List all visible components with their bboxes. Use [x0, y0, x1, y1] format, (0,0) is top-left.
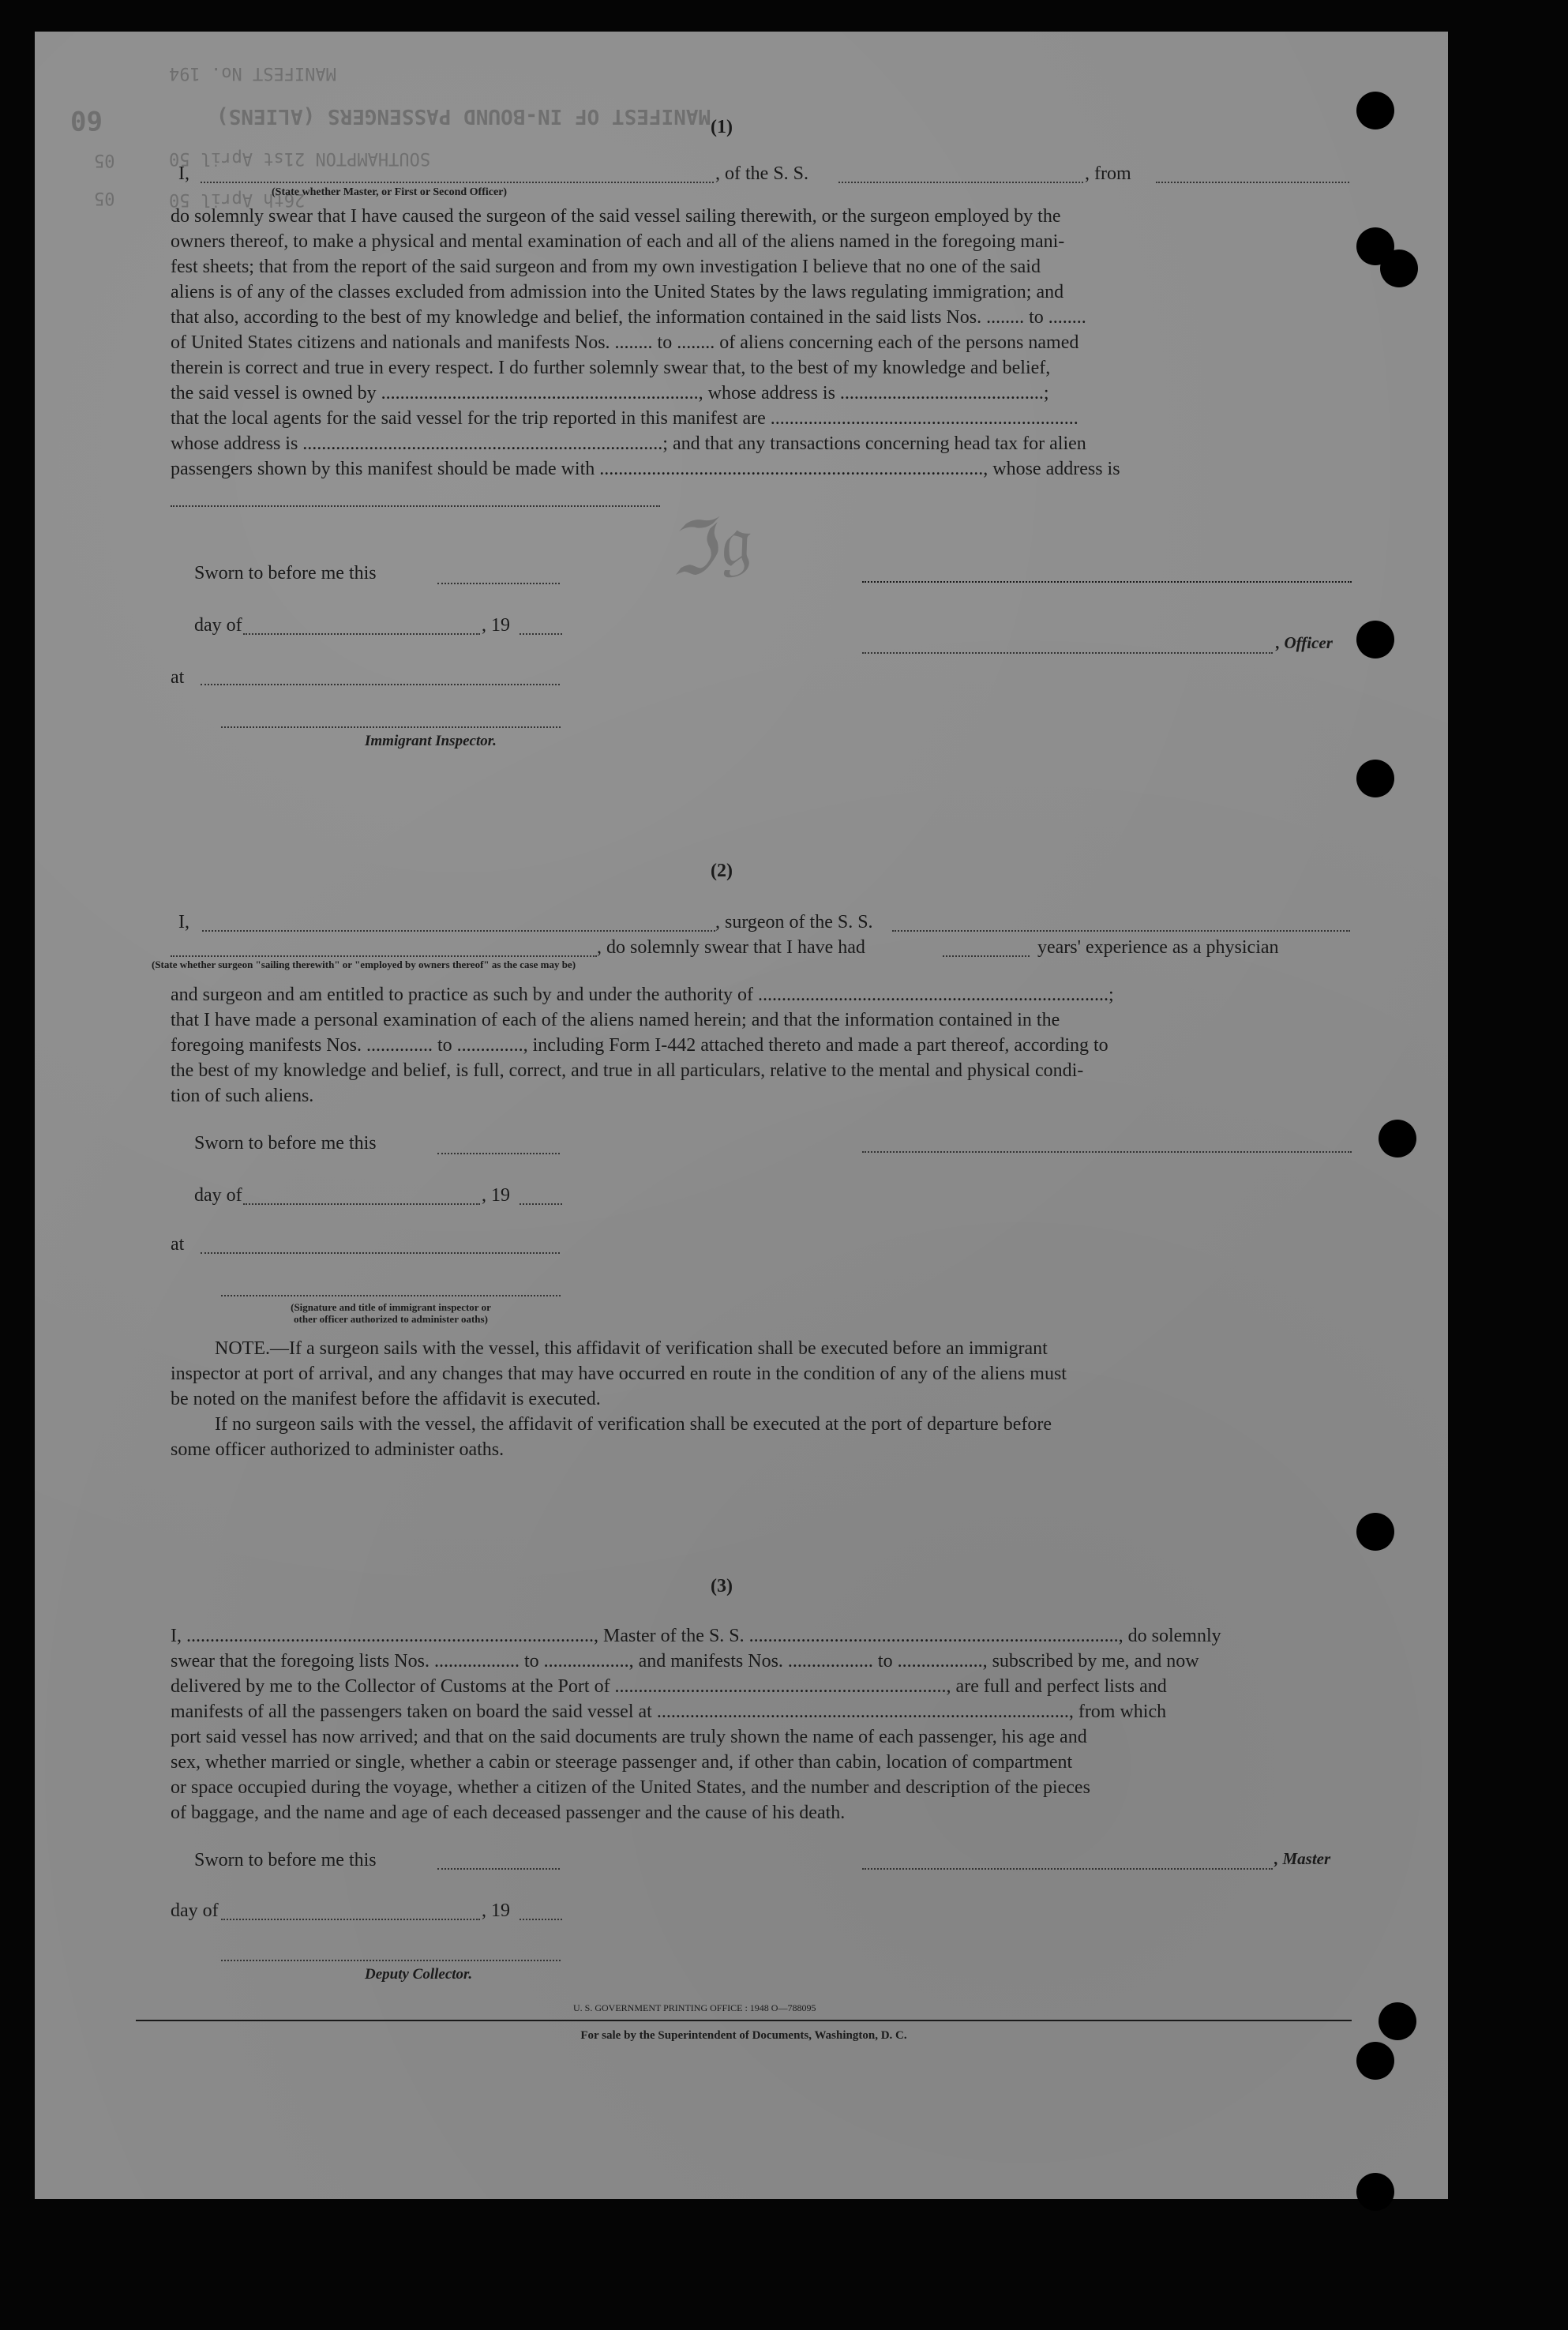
footer-rule: [136, 2020, 1352, 2021]
section-3-sworn-label: Sworn to before me this: [194, 1850, 377, 1870]
surgeon-name-field[interactable]: [202, 930, 715, 932]
section-1-inspector-label: Immigrant Inspector.: [365, 733, 497, 749]
section-2-day-field[interactable]: [243, 1203, 480, 1205]
section-3-line: sex, whether married or single, whether a cabin or steerage passenger and, if other than cabin, location of compartment: [171, 1752, 1073, 1773]
section-3-day-label: day of: [171, 1900, 219, 1921]
punch-hole: [1379, 1120, 1416, 1157]
section-1-line: aliens is of any of the classes excluded from admission into the United States by the laws regulating immigration; and: [171, 282, 1064, 302]
section-1-sworn-label: Sworn to before me this: [194, 563, 377, 583]
section-2-at-field[interactable]: [201, 1252, 560, 1254]
manifest-stamp: SOUTHAMPTON 21st April 50: [169, 148, 431, 168]
section-1-line: the said vessel is owned by ..................................................................., whose address is ...........................................;: [171, 383, 1049, 403]
section-1-line: do solemnly swear that I have caused the surgeon of the said vessel sailing therewith, or the surgeon employed by the: [171, 206, 1061, 227]
section-2-line: and surgeon and am entitled to practice as such by and under the authority of ..........................................................................;: [171, 985, 1114, 1005]
section-2-line: tion of such aliens.: [171, 1086, 314, 1106]
section-2-sworn-label: Sworn to before me this: [194, 1133, 377, 1154]
years-experience-field[interactable]: [943, 955, 1030, 957]
vessel-name-field[interactable]: [838, 182, 1083, 183]
punch-hole: [1380, 250, 1418, 287]
section-1-year-field[interactable]: [520, 633, 562, 635]
manifest-sheet: [35, 32, 1448, 2199]
section-3-line: or space occupied during the voyage, whether a citizen of the United States, and the number and description of the pieces: [171, 1777, 1090, 1798]
section-2-signature-note: [221, 1301, 561, 1325]
section-2-note: [171, 1336, 1353, 1462]
section-1-officer-label: , Officer: [1276, 633, 1333, 652]
section-2-signature-note-line: (Signature and title of immigrant inspector or: [291, 1301, 491, 1313]
section-2-signature-line[interactable]: [862, 1151, 1352, 1153]
section-1-line: that the local agents for the said vessel for the trip reported in this manifest are .................................................................: [171, 408, 1078, 429]
section-1-from-label: , from: [1085, 163, 1131, 184]
section-2-inspector-line[interactable]: [221, 1295, 561, 1296]
section-1-at-field[interactable]: [201, 684, 560, 685]
section-1-day-field[interactable]: [243, 633, 480, 635]
manifest-stamp-number: 60: [70, 104, 103, 136]
section-2-swear-text: , do solemnly swear that I have had: [597, 937, 865, 958]
section-3-number: (3): [711, 1576, 733, 1596]
section-1-inspector-line[interactable]: [221, 726, 561, 728]
manifest-stamp: MANIFEST No. 194: [169, 63, 336, 83]
section-3-line: delivered by me to the Collector of Customs at the Port of ......................................................................, are full and perfect lists and: [171, 1676, 1167, 1697]
section-3-line: port said vessel has now arrived; and that on the said documents are truly shown the name of each passenger, his age and: [171, 1727, 1087, 1747]
punch-hole: [1356, 1513, 1394, 1551]
section-1-line: fest sheets; that from the report of the said surgeon and from my own investigation I believe that no one of the said: [171, 257, 1041, 277]
section-1-vessel-label: , of the S. S.: [715, 163, 809, 184]
section-3-body: [171, 1623, 1353, 1825]
section-3-sworn-date-field[interactable]: [437, 1868, 560, 1870]
section-1-day-label: day of: [194, 615, 242, 636]
departure-port-field[interactable]: [1156, 182, 1349, 183]
section-1-at-label: at: [171, 667, 185, 688]
manifest-stamp: MANIFEST OF IN-BOUND PASSENGERS (ALIENS): [216, 104, 711, 128]
punch-hole: [1356, 621, 1394, 658]
printing-office-line: U. S. GOVERNMENT PRINTING OFFICE : 1948 O—788095: [573, 2002, 816, 2013]
section-2-note-line: some officer authorized to administer oaths.: [171, 1439, 505, 1460]
section-1-officer-line[interactable]: [862, 652, 1273, 654]
section-2-years-text: years' experience as a physician: [1037, 937, 1279, 958]
section-2-at-label: at: [171, 1234, 185, 1255]
section-1-number: (1): [711, 117, 733, 137]
section-1-i: I,: [178, 163, 189, 184]
section-1-year-label: , 19: [482, 615, 510, 636]
section-3-collector-label: Deputy Collector.: [365, 1966, 473, 1983]
section-2-surgeon-note: (State whether surgeon "sailing therewith" or "employed by owners thereof" as the case may be): [152, 959, 576, 970]
section-2-note-line: NOTE.—If a surgeon sails with the vessel, this affidavit of verification shall be executed before an immigrant: [215, 1338, 1048, 1359]
section-2-vessel-field[interactable]: [892, 930, 1350, 932]
section-1-line: therein is correct and true in every respect. I do further solemnly swear that, to the best of my knowledge and belief,: [171, 358, 1051, 378]
section-3-line: manifests of all the passengers taken on board the said vessel at ......................................................................................., from which: [171, 1702, 1167, 1722]
section-3-year-field[interactable]: [520, 1919, 562, 1920]
section-1-line: of United States citizens and nationals and manifests Nos. ........ to ........ of aliens concerning each of the persons named: [171, 332, 1079, 353]
punch-hole: [1356, 2173, 1394, 2211]
surgeon-status-field[interactable]: [171, 955, 597, 957]
section-2-sworn-date-field[interactable]: [437, 1153, 560, 1154]
section-3-collector-line[interactable]: [221, 1960, 561, 1961]
section-2-note-line: inspector at port of arrival, and any changes that may have occurred en route in the condition of any of the aliens must: [171, 1364, 1067, 1384]
section-2-line: the best of my knowledge and belief, is full, correct, and true in all particulars, relative to the mental and physical condi-: [171, 1060, 1084, 1081]
section-1-line: that also, according to the best of my knowledge and belief, the information contained in the said lists Nos. ........ to ........: [171, 307, 1086, 328]
section-2-surgeon-label: , surgeon of the S. S.: [715, 912, 873, 932]
section-3-line: swear that the foregoing lists Nos. .................. to .................., and manifests Nos. .................. to .................., subscribed by me, and now: [171, 1651, 1199, 1672]
manifest-stamp-number: 05: [94, 188, 115, 208]
section-2-i: I,: [178, 912, 189, 932]
section-3-master-line[interactable]: [862, 1868, 1273, 1870]
section-1-officer-note: (State whether Master, or First or Second Officer): [272, 186, 508, 198]
section-2-year-field[interactable]: [520, 1203, 562, 1205]
section-1-body: [171, 204, 1353, 482]
section-2-year-label: , 19: [482, 1185, 510, 1206]
section-2-body: [171, 982, 1353, 1109]
manifest-stamp: 26th April 50: [169, 189, 306, 209]
punch-hole: [1356, 2042, 1394, 2080]
section-2-signature-note-line: other officer authorized to administer oaths): [294, 1313, 488, 1325]
agent-address-field[interactable]: [171, 505, 660, 507]
section-3-line: I, ......................................................................................, Master of the S. S. .............................................................................., do solemnly: [171, 1626, 1221, 1646]
officer-name-field[interactable]: [201, 182, 714, 183]
section-2-number: (2): [711, 861, 733, 881]
sale-notice: For sale by the Superintendent of Documents, Washington, D. C.: [580, 2029, 907, 2042]
section-3-day-field[interactable]: [221, 1919, 480, 1920]
section-3-year-label: , 19: [482, 1900, 510, 1921]
section-1-line: passengers shown by this manifest should be made with ................................................................................., whose address is: [171, 459, 1120, 479]
section-2-note-line: If no surgeon sails with the vessel, the affidavit of verification shall be executed at the port of departure before: [215, 1414, 1052, 1435]
section-3-line: of baggage, and the name and age of each deceased passenger and the cause of his death.: [171, 1803, 846, 1823]
section-3-master-label: , Master: [1274, 1849, 1331, 1868]
section-2-day-label: day of: [194, 1185, 242, 1206]
section-1-line: whose address is ............................................................................; and that any transactions concerning head tax for alien: [171, 433, 1086, 454]
manifest-stamp-number: 05: [94, 150, 115, 170]
punch-hole: [1379, 2002, 1416, 2040]
section-1-sworn-date-field[interactable]: [437, 583, 560, 584]
section-2-note-line: be noted on the manifest before the affidavit is executed.: [171, 1389, 601, 1409]
punch-hole: [1356, 760, 1394, 797]
section-1-signature-line[interactable]: [862, 581, 1352, 583]
section-2-line: that I have made a personal examination of each of the aliens named herein; and that the information contained in the: [171, 1010, 1060, 1030]
handwritten-initials: ℑ𝔤: [658, 501, 756, 595]
punch-hole: [1356, 92, 1394, 129]
section-2-line: foregoing manifests Nos. .............. to .............., including Form I-442 attached thereto and made a part thereof, according to: [171, 1035, 1108, 1056]
section-1-line: owners thereof, to make a physical and mental examination of each and all of the aliens named in the foregoing mani-: [171, 231, 1065, 252]
